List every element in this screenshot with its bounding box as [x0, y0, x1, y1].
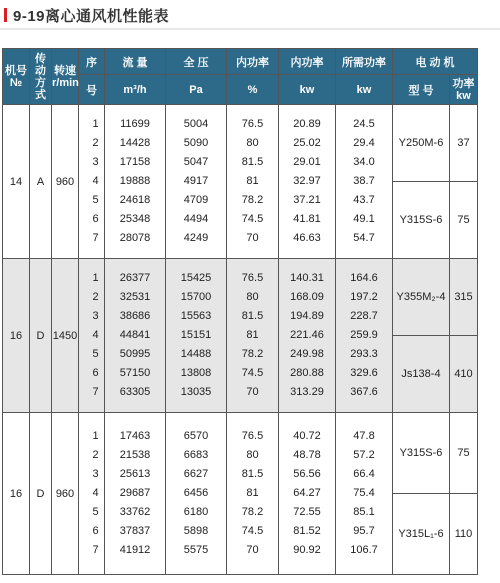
flow-column: [105, 105, 166, 259]
title-accent-bar: [4, 8, 7, 22]
table-cell: 57150: [119, 367, 151, 379]
table-cell: 1: [92, 272, 99, 284]
table-cell: 24.5: [353, 118, 375, 130]
header-drive-mode: 传动方式: [30, 49, 52, 105]
table-cell: 140.31: [290, 272, 324, 284]
table-cell: 249.98: [290, 348, 324, 360]
table-cell: 17158: [119, 156, 151, 168]
header-flow-unit: m³/h: [105, 75, 166, 105]
table-cell: 1: [92, 430, 99, 442]
table-cell: 5: [92, 194, 99, 206]
table-cell: 194.89: [290, 310, 324, 322]
table-cell: 75.4: [353, 487, 375, 499]
internal-power-column-list: [279, 269, 335, 402]
machine-no-cell: 16: [3, 259, 30, 413]
table-cell: 78.2: [241, 506, 264, 518]
table-cell: 15151: [180, 329, 212, 341]
flow-column: [105, 259, 166, 413]
header-speed: 转速 r/min: [52, 49, 79, 105]
table-cell: 367.6: [350, 386, 378, 398]
table-cell: 14428: [119, 137, 151, 149]
table-cell: 6180: [183, 506, 209, 518]
motor-power-cell: 75: [450, 413, 478, 494]
table-cell: 56.56: [293, 468, 321, 480]
motor-power-cell: 315: [450, 259, 478, 336]
table-cell: 228.7: [350, 310, 378, 322]
seq-column-list: [79, 269, 104, 402]
pressure-column: [166, 259, 227, 413]
motor-power-cell: 37: [450, 105, 478, 182]
table-cell: 70: [246, 544, 259, 556]
table-cell: 5047: [183, 156, 209, 168]
header-machine-no: 机号 №: [3, 49, 30, 105]
table-cell: 329.6: [350, 367, 378, 379]
page-title: 9-19离心通风机性能表: [13, 8, 170, 25]
table-cell: 70: [246, 232, 259, 244]
table-cell: 26377: [119, 272, 151, 284]
table-cell: 4494: [183, 213, 209, 225]
table-cell: 41.81: [293, 213, 321, 225]
table-cell: 95.7: [353, 525, 375, 537]
table-cell: 4: [92, 329, 99, 341]
table-cell: 2: [92, 291, 99, 303]
internal-eff-column-list: [227, 427, 278, 560]
table-cell: 70: [246, 386, 259, 398]
header-internal-eff: 内功率: [227, 49, 279, 75]
header-pressure-unit: Pa: [166, 75, 227, 105]
table-cell: 81.5: [241, 156, 264, 168]
title-bar: [0, 0, 500, 32]
motor-power-cell: 410: [450, 336, 478, 413]
table-cell: 33762: [119, 506, 151, 518]
pressure-column: [166, 413, 227, 575]
header-motor: 电 动 机: [393, 49, 478, 75]
header-motor-model: 型 号: [393, 75, 450, 105]
internal-eff-column: [227, 259, 279, 413]
table-cell: 106.7: [350, 544, 378, 556]
table-cell: 15700: [180, 291, 212, 303]
table-cell: 74.5: [241, 525, 264, 537]
motor-power-cell: 75: [450, 182, 478, 259]
table-cell: 29.4: [353, 137, 375, 149]
table-cell: 81: [246, 487, 259, 499]
table-cell: 81: [246, 175, 259, 187]
table-cell: 32.97: [293, 175, 321, 187]
table-cell: 74.5: [241, 367, 264, 379]
table-cell: 47.8: [353, 430, 375, 442]
required-power-column-list: [336, 115, 392, 248]
title-divider: [0, 28, 500, 30]
motor-model-cell: Y250M-6: [393, 105, 450, 182]
internal-eff-column-list: [227, 269, 278, 402]
drive-mode-cell: D: [30, 413, 52, 575]
motor-model-cell: Y355M₂-4: [393, 259, 450, 336]
table-cell: 7: [92, 386, 99, 398]
internal-power-column-list: [279, 115, 335, 248]
table-cell: 14488: [180, 348, 212, 360]
table-cell: 21538: [119, 449, 151, 461]
table-cell: 4709: [183, 194, 209, 206]
motor-model-cell: Y315S-6: [393, 413, 450, 494]
seq-column-list: [79, 427, 104, 560]
table-cell: 78.2: [241, 348, 264, 360]
table-cell: 41912: [119, 544, 151, 556]
table-cell: 66.4: [353, 468, 375, 480]
header-seq: 序: [79, 49, 105, 75]
seq-column: [79, 105, 105, 259]
table-cell: 164.6: [350, 272, 378, 284]
table-cell: 313.29: [290, 386, 324, 398]
table-cell: 81.5: [241, 310, 264, 322]
flow-column-list: [105, 269, 165, 402]
table-cell: 168.09: [290, 291, 324, 303]
machine-no-cell: 16: [3, 413, 30, 575]
table-cell: 5004: [183, 118, 209, 130]
table-cell: 32531: [119, 291, 151, 303]
pressure-column-list: [166, 269, 226, 402]
table-cell: 28078: [119, 232, 151, 244]
table-cell: 6683: [183, 449, 209, 461]
table-cell: 50995: [119, 348, 151, 360]
required-power-column: [336, 259, 393, 413]
table-cell: 197.2: [350, 291, 378, 303]
machine-no-cell: 14: [3, 105, 30, 259]
speed-cell: 1450: [52, 259, 79, 413]
table-cell: 6570: [183, 430, 209, 442]
group-row-2: [3, 259, 478, 336]
internal-power-column: [279, 259, 336, 413]
table-cell: 72.55: [293, 506, 321, 518]
header-flow: 流 量: [105, 49, 166, 75]
table-cell: 44841: [119, 329, 151, 341]
group-row-3: [3, 413, 478, 494]
table-cell: 38686: [119, 310, 151, 322]
internal-eff-column: [227, 413, 279, 575]
table-cell: 6: [92, 213, 99, 225]
table-cell: 5575: [183, 544, 209, 556]
table-cell: 5090: [183, 137, 209, 149]
table-cell: 76.5: [241, 430, 264, 442]
table-cell: 37.21: [293, 194, 321, 206]
table-cell: 4249: [183, 232, 209, 244]
required-power-column-list: [336, 269, 392, 402]
table-cell: 80: [246, 449, 259, 461]
internal-power-column: [279, 413, 336, 575]
seq-column: [79, 413, 105, 575]
seq-column-list: [79, 115, 104, 248]
header-internal-power: 内功率: [279, 49, 336, 75]
table-cell: 90.92: [293, 544, 321, 556]
table-cell: 63305: [119, 386, 151, 398]
table-cell: 4: [92, 487, 99, 499]
table-cell: 4: [92, 175, 99, 187]
table-cell: 3: [92, 156, 99, 168]
table-cell: 25348: [119, 213, 151, 225]
table-cell: 6: [92, 525, 99, 537]
speed-cell: 960: [52, 105, 79, 259]
table-cell: 7: [92, 544, 99, 556]
required-power-column: [336, 413, 393, 575]
table-cell: 76.5: [241, 272, 264, 284]
required-power-column: [336, 105, 393, 259]
table-cell: 221.46: [290, 329, 324, 341]
header-row-1: [3, 49, 478, 75]
table-cell: 37837: [119, 525, 151, 537]
pressure-column-list: [166, 115, 226, 248]
table-cell: 6456: [183, 487, 209, 499]
motor-power-cell: 110: [450, 494, 478, 575]
internal-power-column: [279, 105, 336, 259]
table-cell: 85.1: [353, 506, 375, 518]
table-cell: 11699: [120, 118, 150, 130]
table-cell: 259.9: [350, 329, 378, 341]
required-power-column-list: [336, 427, 392, 560]
table-cell: 2: [92, 137, 99, 149]
motor-model-cell: Js138-4: [393, 336, 450, 413]
table-cell: 13035: [180, 386, 212, 398]
performance-table: [2, 48, 478, 575]
drive-mode-cell: D: [30, 259, 52, 413]
table-cell: 2: [92, 449, 99, 461]
table-cell: 81.5: [241, 468, 264, 480]
header-required-power-unit: kw: [336, 75, 393, 105]
header-internal-power-unit: kw: [279, 75, 336, 105]
table-cell: 19888: [119, 175, 151, 187]
header-motor-power: 功率 kw: [450, 75, 478, 105]
table-cell: 80: [246, 291, 259, 303]
table-cell: 5: [92, 506, 99, 518]
table-cell: 24618: [119, 194, 151, 206]
table-cell: 17463: [119, 430, 151, 442]
table-cell: 49.1: [353, 213, 375, 225]
table-cell: 54.7: [353, 232, 375, 244]
table-cell: 25613: [119, 468, 151, 480]
group-row-1: [3, 105, 478, 182]
table-cell: 38.7: [353, 175, 375, 187]
table-cell: 29.01: [293, 156, 321, 168]
table-cell: 48.78: [293, 449, 321, 461]
drive-mode-cell: A: [30, 105, 52, 259]
flow-column-list: [105, 115, 165, 248]
speed-cell: 960: [52, 413, 79, 575]
internal-eff-column-list: [227, 115, 278, 248]
table-cell: 5898: [183, 525, 209, 537]
table-cell: 34.0: [353, 156, 375, 168]
table-cell: 43.7: [353, 194, 375, 206]
table-cell: 15425: [180, 272, 212, 284]
table-cell: 29687: [119, 487, 151, 499]
table-cell: 4917: [183, 175, 209, 187]
table-cell: 1: [92, 118, 99, 130]
table-cell: 7: [92, 232, 99, 244]
table-cell: 57.2: [353, 449, 375, 461]
table-cell: 46.63: [293, 232, 321, 244]
header-pressure: 全 压: [166, 49, 227, 75]
table-cell: 3: [92, 310, 99, 322]
table-cell: 13808: [180, 367, 212, 379]
table-cell: 76.5: [241, 118, 264, 130]
motor-model-cell: Y315L₁-6: [393, 494, 450, 575]
table-cell: 81: [246, 329, 259, 341]
table-cell: 40.72: [293, 430, 321, 442]
table-cell: 64.27: [293, 487, 321, 499]
flow-column: [105, 413, 166, 575]
table-cell: 6627: [183, 468, 209, 480]
pressure-column: [166, 105, 227, 259]
table-cell: 80: [246, 137, 259, 149]
seq-column: [79, 259, 105, 413]
table-cell: 25.02: [293, 137, 321, 149]
table-cell: 81.52: [293, 525, 321, 537]
internal-eff-column: [227, 105, 279, 259]
pressure-column-list: [166, 427, 226, 560]
table-cell: 5: [92, 348, 99, 360]
flow-column-list: [105, 427, 165, 560]
table-cell: 15563: [180, 310, 212, 322]
table-cell: 280.88: [290, 367, 324, 379]
table-cell: 74.5: [241, 213, 264, 225]
internal-power-column-list: [279, 427, 335, 560]
table-cell: 3: [92, 468, 99, 480]
table-cell: 293.3: [350, 348, 378, 360]
header-required-power: 所需功率: [336, 49, 393, 75]
header-internal-eff-unit: %: [227, 75, 279, 105]
motor-model-cell: Y315S-6: [393, 182, 450, 259]
table-cell: 78.2: [241, 194, 264, 206]
header-seq-unit: 号: [79, 75, 105, 105]
table-cell: 6: [92, 367, 99, 379]
table-cell: 20.89: [293, 118, 321, 130]
